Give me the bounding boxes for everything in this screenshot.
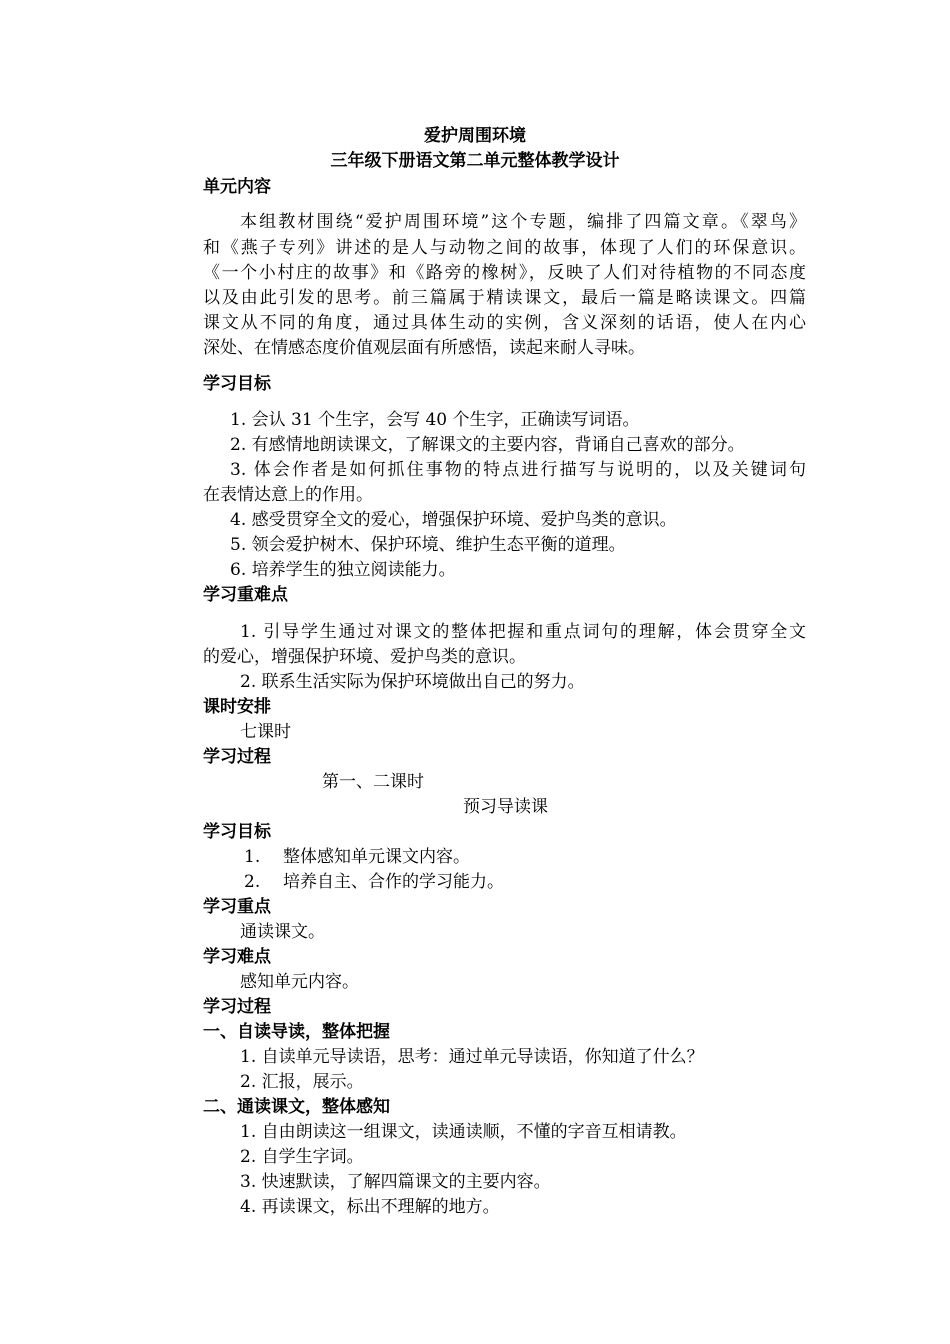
goal-item: 2. 有感情地朗读课文，了解课文的主要内容，背诵自己喜欢的部分。 (230, 435, 745, 455)
lesson-goals-heading: 学习目标 (203, 822, 271, 842)
goals-heading: 学习目标 (203, 374, 271, 394)
unit-content-line: 本组教材围绕“爱护周围环境”这个专题，编排了四篇文章。《翠鸟》 (240, 212, 806, 232)
unit-content-line: 以及由此引发的思考。前三篇属于精读课文，最后一篇是略读课文。四篇 (203, 288, 806, 308)
schedule-heading: 课时安排 (203, 697, 271, 717)
lesson-goal-number: 1. (244, 847, 261, 867)
unit-content-line: 课文从不同的角度，通过具体生动的实例，含义深刻的话语，使人在内心 (203, 313, 806, 333)
section-2-item: 3. 快速默读，了解四篇课文的主要内容。 (240, 1172, 551, 1192)
section-1-item: 2. 汇报，展示。 (240, 1072, 364, 1092)
section-1-heading: 一、自读导读，整体把握 (203, 1022, 390, 1042)
section-2-item: 4. 再读课文，标出不理解的地方。 (240, 1197, 500, 1217)
goal-item: 6. 培养学生的独立阅读能力。 (230, 560, 456, 580)
goal-item: 4. 感受贯穿全文的爱心，增强保护环境、爱护鸟类的意识。 (230, 510, 677, 530)
lesson-period: 第一、二课时 (322, 772, 424, 792)
lesson-difficulty-heading: 学习难点 (203, 947, 271, 967)
unit-content-line: 《一个小村庄的故事》和《路旁的橡树》，反映了人们对待植物的不同态度 (203, 263, 806, 283)
lesson-difficulty-value: 感知单元内容。 (240, 972, 359, 992)
goal-item: 3. 体会作者是如何抓住事物的特点进行描写与说明的，以及关键词句 (230, 460, 806, 480)
key-points-heading: 学习重难点 (203, 585, 288, 605)
key-point-item: 1. 引导学生通过对课文的整体把握和重点词句的理解，体会贯穿全文 (240, 622, 806, 642)
unit-content-line: 和《燕子专列》讲述的是人与动物之间的故事，体现了人们的环保意识。 (203, 238, 806, 258)
goal-item: 1. 会认 31 个生字，会写 40 个生字，正确读写词语。 (230, 410, 640, 430)
process-heading: 学习过程 (203, 747, 271, 767)
section-2-item: 1. 自由朗读这一组课文，读通读顺，不懂的字音互相请教。 (240, 1122, 687, 1142)
lesson-focus-heading: 学习重点 (203, 897, 271, 917)
section-2-item: 2. 自学生字词。 (240, 1147, 364, 1167)
section-2-heading: 二、通读课文，整体感知 (203, 1097, 390, 1117)
section-1-item: 1. 自读单元导读语，思考：通过单元导读语，你知道了什么？ (240, 1047, 704, 1067)
schedule-value: 七课时 (240, 722, 291, 742)
lesson-process-heading: 学习过程 (203, 997, 271, 1017)
goal-item-cont: 在表情达意上的作用。 (203, 485, 373, 505)
lesson-goal-text: 培养自主、合作的学习能力。 (283, 872, 504, 892)
lesson-name: 预习导读课 (463, 797, 548, 817)
unit-content-heading: 单元内容 (203, 177, 271, 197)
key-point-item: 2. 联系生活实际为保护环境做出自己的努力。 (240, 672, 585, 692)
goal-item: 5. 领会爱护树木、保护环境、维护生态平衡的道理。 (230, 535, 626, 555)
key-point-item-cont: 的爱心，增强保护环境、爱护鸟类的意识。 (203, 647, 526, 667)
document-subtitle: 三年级下册语文第二单元整体教学设计 (330, 151, 620, 171)
unit-content-line: 深处、在情感态度价值观层面有所感悟，读起来耐人寻味。 (203, 338, 645, 358)
lesson-goal-number: 2. (244, 872, 261, 892)
document-title: 爱护周围环境 (424, 126, 526, 146)
lesson-goal-text: 整体感知单元课文内容。 (283, 847, 470, 867)
lesson-focus-value: 通读课文。 (240, 922, 325, 942)
